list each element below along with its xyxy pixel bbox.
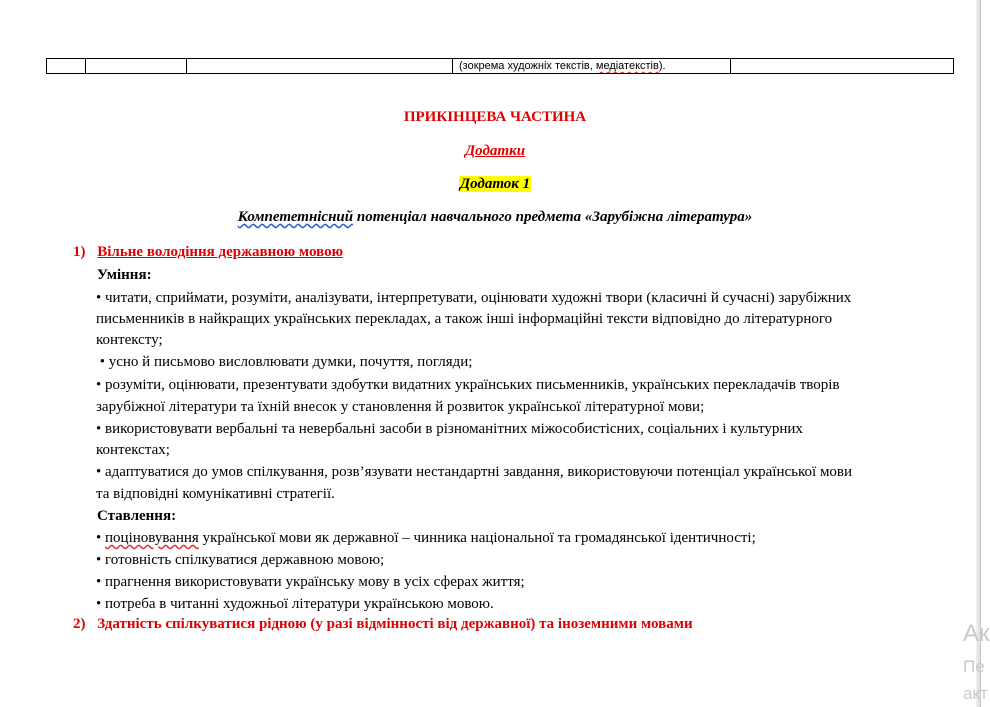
paragraph-line: • усно й письмово висловлювати думки, почуття, погляди; [96, 354, 473, 370]
section-title: Здатність спілкуватися рідною (у разі відмінності від державної) та іноземними мовами [97, 616, 693, 632]
activation-watermark-title: Ак [963, 620, 990, 647]
attitude-label: Ставлення: [97, 508, 177, 524]
paragraph-line: письменників в найкращих українських перекладах, а також інші інформаційні тексти відповідно до літературного [96, 311, 833, 327]
paragraph-line: • використовувати вербальні та невербальні засоби в різноманітних міжособистісних, соціальних і культурних [96, 421, 803, 437]
section-number: 1) [73, 244, 86, 260]
spellcheck-word: Компететнісний [237, 209, 354, 225]
spellcheck-word: медіатекстів [595, 60, 659, 72]
cell-text-pre: (зокрема художніх текстів, [459, 60, 596, 72]
table-cell [187, 59, 453, 74]
line-rest: української мови як державної – чинника національної та громадянської ідентичності; [198, 530, 756, 546]
paragraph-line: • розуміти, оцінювати, презентувати здобутки видатних українських письменників, українських перекладачів творів [96, 377, 840, 393]
activation-watermark-text: Пе [963, 657, 985, 676]
section-title: Вільне володіння державною мовою [97, 244, 344, 260]
cell-text-post: ). [658, 60, 666, 72]
table-row [47, 59, 954, 74]
table-cell [86, 59, 187, 74]
spellcheck-word: поціновування [105, 530, 199, 546]
skills-label: Уміння: [97, 267, 152, 283]
section-heading-final: ПРИКІНЦЕВА ЧАСТИНА [403, 109, 587, 125]
paragraph-line: • читати, сприймати, розуміти, аналізувати, інтерпретувати, оцінювати художні твори (класичні й сучасні) зарубіжних [96, 290, 852, 306]
paragraph-line [96, 529, 756, 547]
page-edge [980, 0, 990, 707]
paragraph-line: • адаптуватися до умов спілкування, розв’язувати нестандартні завдання, використовуючи потенціал української мови [96, 464, 853, 480]
document-subtitle [0, 209, 990, 226]
activation-watermark-text: акт [963, 684, 988, 703]
heading-appendix-1 [0, 176, 990, 193]
table-cell [731, 59, 954, 74]
subtitle-rest: потенціал навчального предмета «Зарубіжна література» [353, 209, 753, 225]
highlighted-text: Додаток 1 [459, 176, 531, 192]
heading-appendices: Додатки [464, 143, 526, 159]
paragraph-line: зарубіжної літератури та їхній внесок у становлення й розвиток української літературної мови; [96, 399, 705, 415]
paragraph-line: • готовність спілкуватися державною мовою; [96, 552, 385, 568]
section-2-heading [73, 615, 693, 633]
table-cell [47, 59, 86, 74]
paragraph-line: контекстах; [96, 442, 170, 458]
table-row [46, 58, 954, 74]
section-number: 2) [73, 616, 86, 632]
paragraph-line: • прагнення використовувати українську мову в усіх сферах життя; [96, 574, 525, 590]
table-cell-text [453, 59, 731, 74]
paragraph-line: • потреба в читанні художньої літератури українською мовою. [96, 596, 494, 612]
bullet: • [96, 530, 106, 546]
section-1-heading [73, 243, 343, 261]
paragraph-line: та відповідні комунікативні стратегії. [96, 486, 335, 502]
paragraph-line: контексту; [96, 332, 163, 348]
